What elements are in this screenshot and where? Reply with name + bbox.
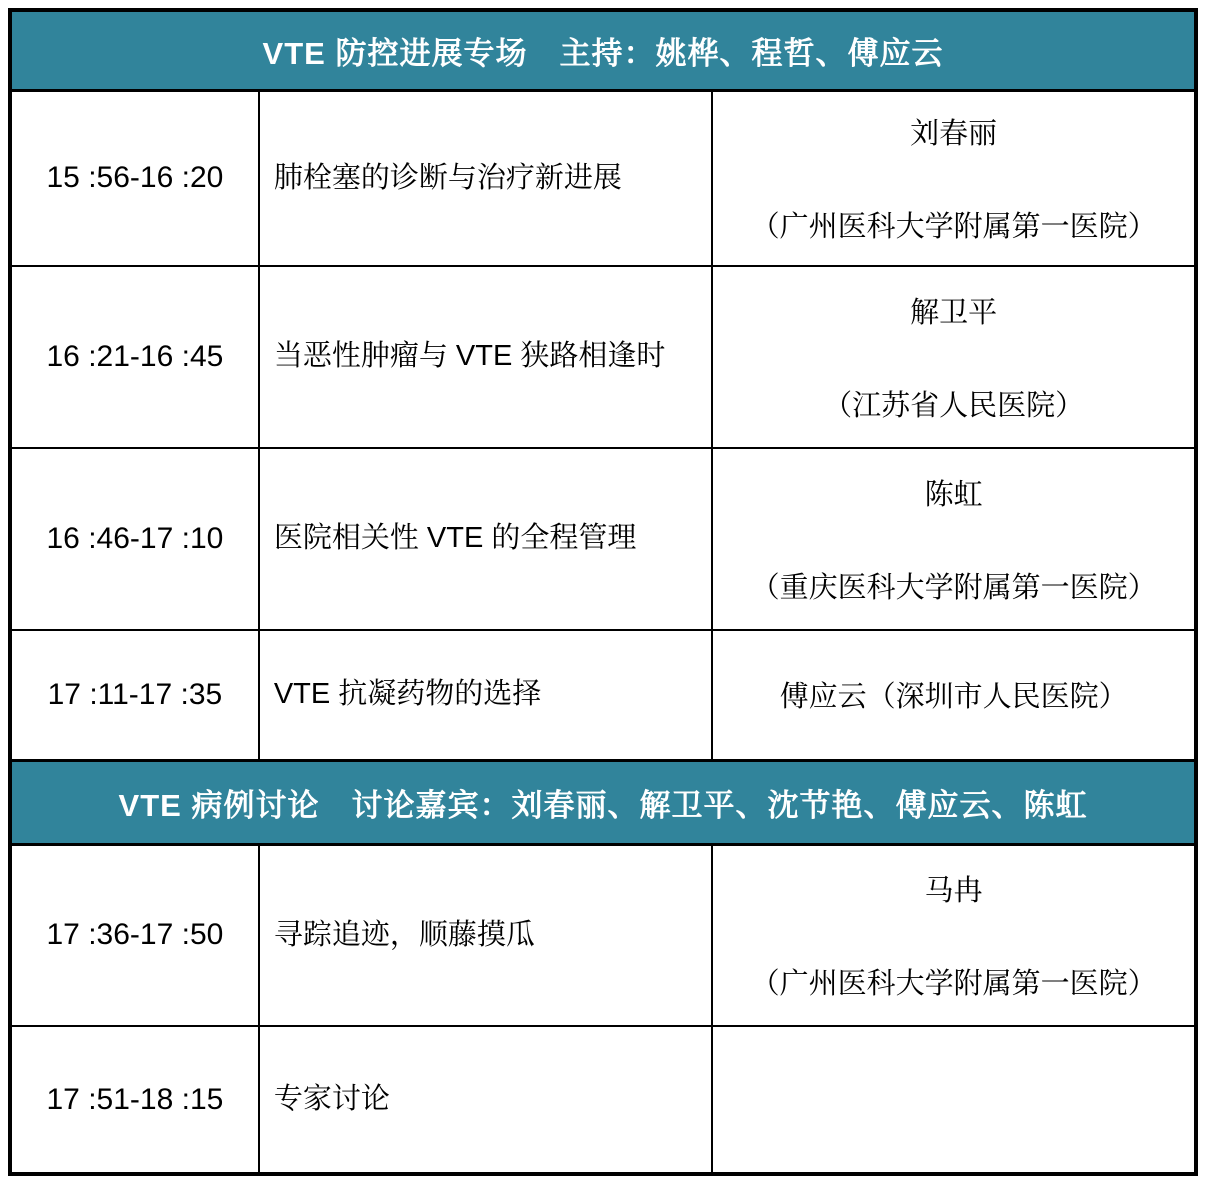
speaker-cell [712,1026,1196,1174]
section-header-row [10,10,1196,90]
table-row [10,448,1196,630]
speaker-name: 解卫平 [910,297,998,329]
time-cell: 16 :21-16 :45 [10,266,259,448]
speaker-cell [712,90,1196,266]
table-row [10,90,1196,266]
session-header: VTE 病例讨论 讨论嘉宾：刘春丽、解卫平、沈节艳、傅应云、陈虹 [10,760,1196,844]
speaker-cell [712,266,1196,448]
speaker-cell [712,630,1196,760]
table-row [10,630,1196,760]
topic-cell: VTE 抗凝药物的选择 [259,630,713,760]
speaker-affiliation: （江苏省人民医院） [823,390,1085,422]
topic-cell: 寻踪追迹，顺藤摸瓜 [259,844,713,1026]
table-row [10,1026,1196,1174]
speaker-cell [712,448,1196,630]
topic-cell: 专家讨论 [259,1026,713,1174]
table-row [10,844,1196,1026]
speaker-affiliation: （广州医科大学附属第一医院） [750,211,1157,244]
table-row [10,266,1196,448]
speaker-name: 陈虹 [924,479,983,511]
section-header-row [10,760,1196,844]
speaker-affiliation: （广州医科大学附属第一医院） [750,968,1157,1001]
session-header: VTE 防控进展专场 主持：姚桦、程哲、傅应云 [10,10,1196,90]
topic-cell: 医院相关性 VTE 的全程管理 [259,448,713,630]
time-cell: 16 :46-17 :10 [10,448,259,630]
topic-cell: 当恶性肿瘤与 VTE 狭路相逢时 [259,266,713,448]
topic-cell: 肺栓塞的诊断与治疗新进展 [259,90,713,266]
time-cell: 17 :51-18 :15 [10,1026,259,1174]
speaker-cell [712,844,1196,1026]
speaker-name: 傅应云（深圳市人民医院） [779,681,1128,714]
speaker-affiliation: （重庆医科大学附属第一医院） [750,572,1157,604]
conference-schedule-table [8,8,1198,1176]
time-cell: 17 :36-17 :50 [10,844,259,1026]
speaker-name: 马冉 [924,875,983,908]
time-cell: 15 :56-16 :20 [10,90,259,266]
time-cell: 17 :11-17 :35 [10,630,259,760]
speaker-name: 刘春丽 [910,118,998,151]
